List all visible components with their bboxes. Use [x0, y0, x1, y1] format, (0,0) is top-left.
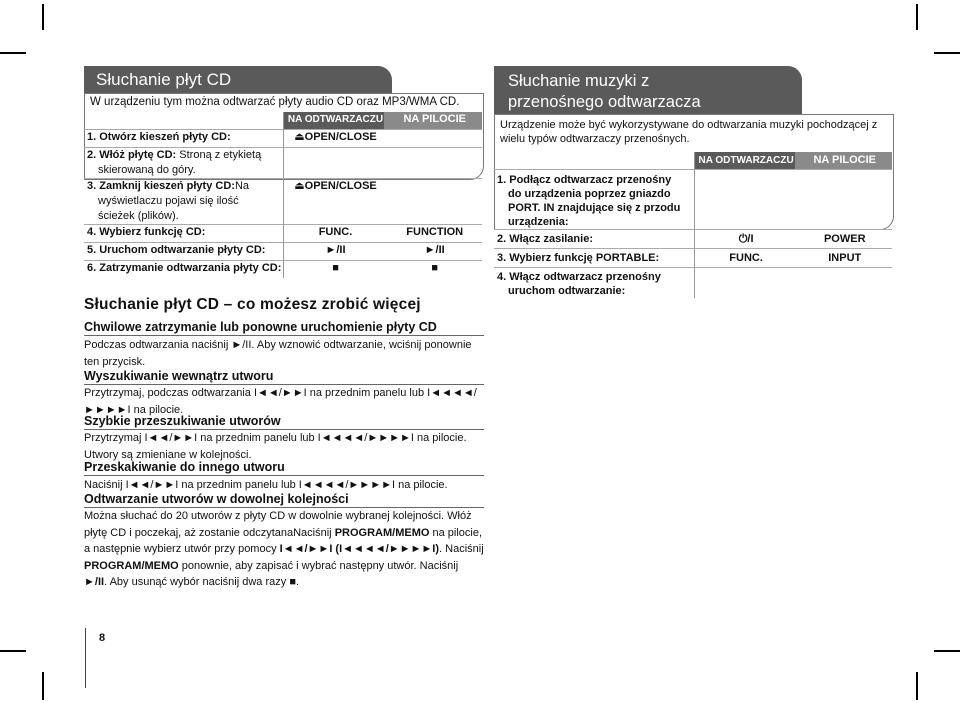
table-row [84, 148, 482, 179]
more-title: Słuchanie płyt CD – co możesz zrobić więcej [84, 296, 421, 313]
step-remote [795, 268, 893, 299]
step-unit: ⏻/I [694, 230, 794, 249]
step-label: 6. Zatrzymanie odtwarzania płyty CD: [84, 261, 283, 279]
page-number-rule [85, 628, 86, 688]
table-row [84, 225, 482, 243]
col-unit-header: NA ODTWARZACZU [694, 152, 794, 170]
section-intro: W urządzeniu tym można odtwarzać płyty audio CD oraz MP3/WMA CD. [90, 96, 460, 108]
section-title [494, 66, 802, 114]
table-row [494, 249, 892, 268]
step-remote [795, 170, 893, 230]
subsection-heading: Odtwarzanie utworów w dowolnej kolejności [84, 492, 484, 508]
step-unit: ⏏OPEN/CLOSE [283, 179, 384, 225]
crop-mark [916, 672, 918, 700]
step-label: 2. Włącz zasilanie: [494, 230, 694, 249]
step-unit: FUNC. [694, 249, 794, 268]
step-unit: FUNC. [283, 225, 384, 243]
table-row [494, 170, 892, 230]
step-label: 4. Wybierz funkcję CD: [84, 225, 283, 243]
step-label: 3. Zamknij kieszeń płyty CD:Na wyświetlaczu pojawi się ilość ścieżek (plików). [84, 179, 283, 225]
crop-mark [916, 4, 918, 30]
col-unit-header: NA ODTWARZACZU [283, 112, 384, 130]
subsection-text: Można słuchać do 20 utworów z płyty CD w dowolnie wybranej kolejności. Włóż płytę CD i poczekaj, aż zostanie odczytanaNaciśnij PROGRAM/MEMO na pilocie, a następnie wybierz utwór przy pomocy I◄◄/►►I (I◄◄◄◄/►►►►I). Naciśnij PROGRAM/MEMO ponownie, aby zapisać i wybrać następny utwór. Naciśnij ►/II. Aby usunąć wybór naciśnij dwa razy ■. [84, 510, 484, 588]
step-label: 4. Włącz odtwarzacz przenośny uruchom odtwarzanie: [494, 268, 694, 299]
table-header [494, 152, 892, 170]
step-label: 1. Otwórz kieszeń płyty CD: [84, 130, 283, 148]
step-remote [384, 130, 482, 148]
table-row [494, 268, 892, 299]
table-row [494, 230, 892, 249]
step-remote: ►/II [384, 243, 482, 261]
cd-steps-table [84, 112, 482, 278]
page-number: 8 [98, 632, 106, 644]
step-unit [694, 268, 794, 299]
col-remote-header: NA PILOCIE [795, 152, 893, 170]
section-intro: Urządzenie może być wykorzystywane do odtwarzania muzyki pochodzącej z wielu typów odtwarzaczy przenośnych. [500, 119, 878, 145]
table-row [84, 179, 482, 225]
table-row [84, 243, 482, 261]
crop-mark [934, 52, 960, 54]
crop-mark [42, 672, 44, 700]
step-unit: ►/II [283, 243, 384, 261]
step-remote: FUNCTION [384, 225, 482, 243]
subsection-heading: Wyszukiwanie wewnątrz utworu [84, 369, 484, 385]
col-remote-header: NA PILOCIE [384, 112, 482, 130]
step-unit: ⏏OPEN/CLOSE [283, 130, 384, 148]
step-label: 1. Podłącz odtwarzacz przenośny do urządzenia poprzez gniazdo PORT. IN znajdujące się z przodu urządzenia: [494, 170, 694, 230]
step-remote: ■ [384, 261, 482, 279]
subsection-text: Przytrzymaj I◄◄/►►I na przednim panelu lub I◄◄◄◄/►►►►I na pilocie. Utwory są zmieniane w kolejności. [84, 432, 467, 461]
subsection-heading: Przeskakiwanie do innego utworu [84, 460, 484, 476]
subsection-heading: Szybkie przeszukiwanie utworów [84, 414, 484, 430]
subsection-text: Naciśnij I◄◄/►►I na przednim panelu lub I◄◄◄◄/►►►►I na pilocie. [84, 479, 448, 491]
step-label: 5. Uruchom odtwarzanie płyty CD: [84, 243, 283, 261]
step-unit [283, 148, 384, 179]
section-title-line: Słuchanie muzyki z [508, 72, 650, 90]
step-unit [694, 170, 794, 230]
step-remote: INPUT [795, 249, 893, 268]
step-remote [384, 179, 482, 225]
table-header [84, 112, 482, 130]
crop-mark [0, 650, 26, 652]
step-unit: ■ [283, 261, 384, 279]
section-title: Słuchanie płyt CD [84, 66, 392, 93]
step-remote [384, 148, 482, 179]
portable-steps-table [494, 152, 892, 298]
section-title-line: przenośnego odtwarzacza [508, 93, 701, 111]
step-label: 2. Włóż płytę CD: Stroną z etykietą skierowaną do góry. [84, 148, 283, 179]
step-remote: POWER [795, 230, 893, 249]
subsection-text: Przytrzymaj, podczas odtwarzania I◄◄/►►I na przednim panelu lub I◄◄◄◄/►►►►I na pilocie. [84, 387, 477, 416]
crop-mark [42, 4, 44, 30]
crop-mark [934, 650, 960, 652]
table-row [84, 261, 482, 279]
subsection-heading: Chwilowe zatrzymanie lub ponowne uruchomienie płyty CD [84, 320, 484, 336]
table-row [84, 130, 482, 148]
step-label: 3. Wybierz funkcję PORTABLE: [494, 249, 694, 268]
subsection-text: Podczas odtwarzania naciśnij ►/II. Aby wznowić odtwarzanie, wciśnij ponownie ten przycisk. [84, 339, 472, 368]
crop-mark [0, 52, 26, 54]
